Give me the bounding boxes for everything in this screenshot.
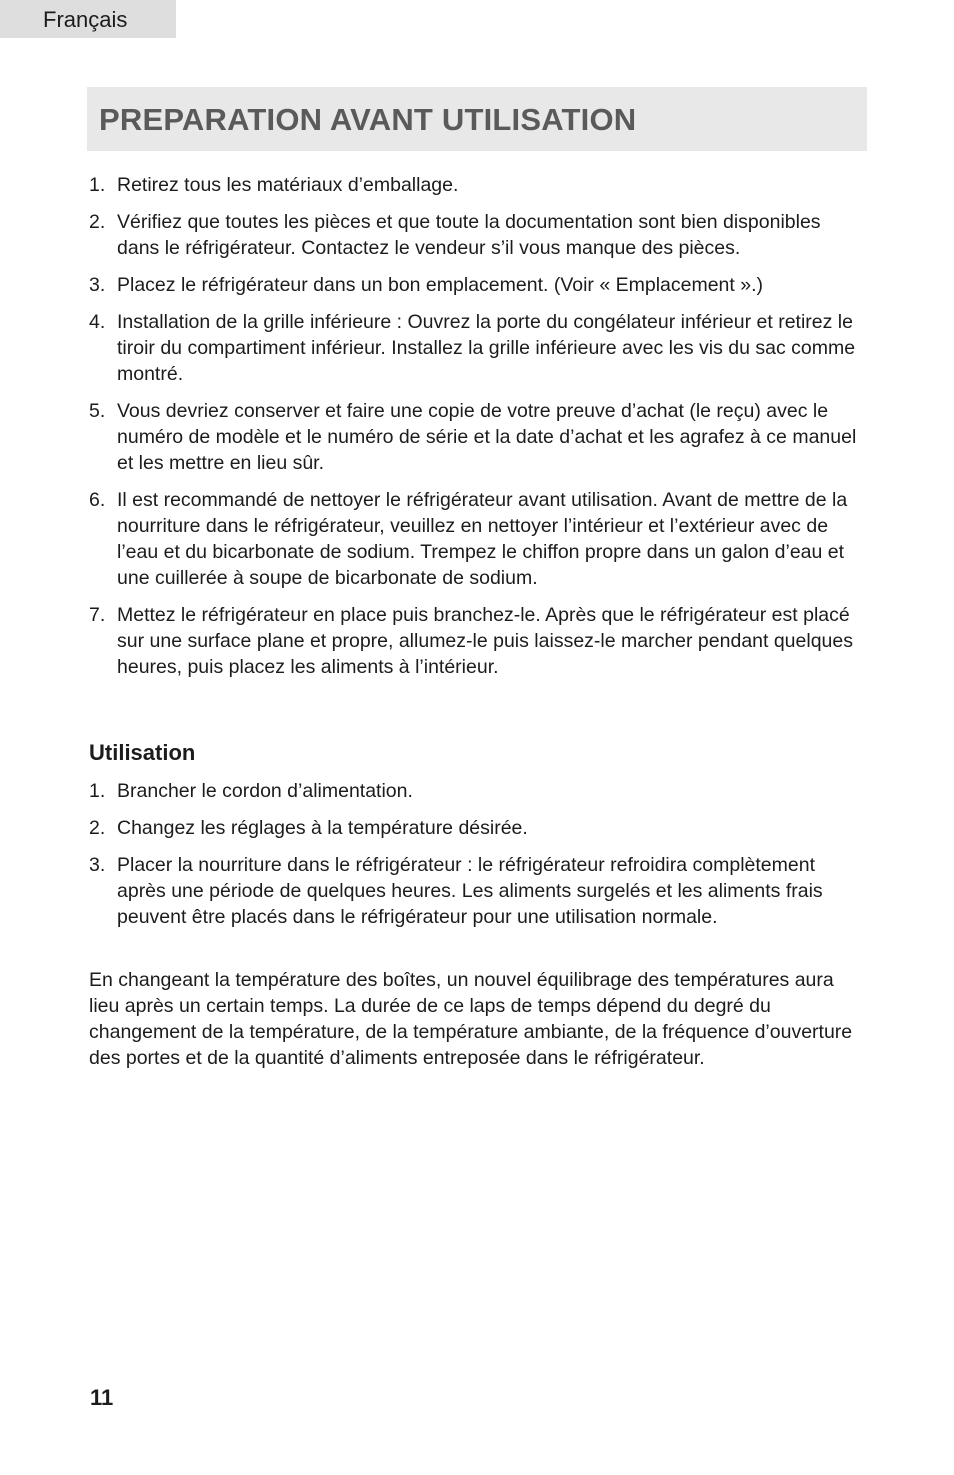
list-item bbox=[89, 398, 864, 476]
step-number: 1. bbox=[89, 174, 106, 196]
step-number: 3. bbox=[89, 854, 106, 876]
list-item bbox=[89, 309, 864, 387]
step-text: Vous devriez conserver et faire une copie de votre preuve d’achat (le reçu) avec le numéro de modèle et le numéro de série et la date d’achat et les agrafez à ce manuel et les mettre en lieu sûr. bbox=[117, 400, 857, 474]
list-item bbox=[89, 272, 864, 298]
language-tab bbox=[0, 0, 176, 38]
section-title-bar bbox=[87, 87, 867, 151]
step-number: 7. bbox=[89, 604, 106, 626]
step-text: Placer la nourriture dans le réfrigérateur : le réfrigérateur refroidira complètement après une période de quelques heures. Les aliments surgelés et les aliments frais peuvent être placés dans le réfrigérateur pour une utilisation normale. bbox=[117, 854, 823, 928]
list-item bbox=[89, 815, 864, 841]
step-number: 2. bbox=[89, 211, 106, 233]
preparation-steps-list bbox=[89, 172, 864, 691]
list-item bbox=[89, 852, 864, 930]
list-item bbox=[89, 487, 864, 591]
list-item bbox=[89, 172, 864, 198]
step-number: 2. bbox=[89, 817, 106, 839]
step-number: 4. bbox=[89, 311, 106, 333]
step-text: Vérifiez que toutes les pièces et que toute la documentation sont bien disponibles dans le réfrigérateur. Contactez le vendeur s’il vous manque des pièces. bbox=[117, 211, 821, 259]
step-text: Changez les réglages à la température désirée. bbox=[117, 817, 528, 839]
step-text: Il est recommandé de nettoyer le réfrigérateur avant utilisation. Avant de mettre de la nourriture dans le réfrigérateur, veuillez en nettoyer l’intérieur et l’extérieur avec de l’eau et du bicarbonate de sodium. Trempez le chiffon propre dans un galon d’eau et une cuillerée à soupe de bicarbonate de sodium. bbox=[117, 489, 848, 589]
list-item bbox=[89, 778, 864, 804]
step-text: Mettez le réfrigérateur en place puis branchez-le. Après que le réfrigérateur est placé sur une surface plane et propre, allumez-le puis laissez-le marcher pendant quelques heures, puis placez les aliments à l’intérieur. bbox=[117, 604, 853, 678]
utilisation-steps-list bbox=[89, 778, 864, 941]
step-text: Retirez tous les matériaux d’emballage. bbox=[117, 174, 459, 196]
step-number: 6. bbox=[89, 489, 106, 511]
step-number: 3. bbox=[89, 274, 106, 296]
step-number: 5. bbox=[89, 400, 106, 422]
page-number: 11 bbox=[90, 1385, 114, 1410]
step-number: 1. bbox=[89, 780, 106, 802]
list-item bbox=[89, 209, 864, 261]
language-label: Français bbox=[43, 7, 128, 32]
step-text: Placez le réfrigérateur dans un bon emplacement. (Voir « Emplacement ».) bbox=[117, 274, 763, 296]
body-paragraph: En changeant la température des boîtes, un nouvel équilibrage des températures aura lieu après un certain temps. La durée de ce laps de temps dépend du degré du changement de la température, de la température ambiante, de la fréquence d’ouverture des portes et de la quantité d’aliments entreposée dans le réfrigérateur. bbox=[89, 969, 853, 1069]
step-text: Brancher le cordon d’alimentation. bbox=[117, 780, 413, 802]
list-item bbox=[89, 602, 864, 680]
page-title: PREPARATION AVANT UTILISATION bbox=[99, 102, 637, 137]
utilisation-heading: Utilisation bbox=[89, 740, 196, 765]
step-text: Installation de la grille inférieure : Ouvrez la porte du congélateur inférieur et retirez le tiroir du compartiment inférieur. Installez la grille inférieure avec les vis du sac comme montré. bbox=[117, 311, 856, 385]
